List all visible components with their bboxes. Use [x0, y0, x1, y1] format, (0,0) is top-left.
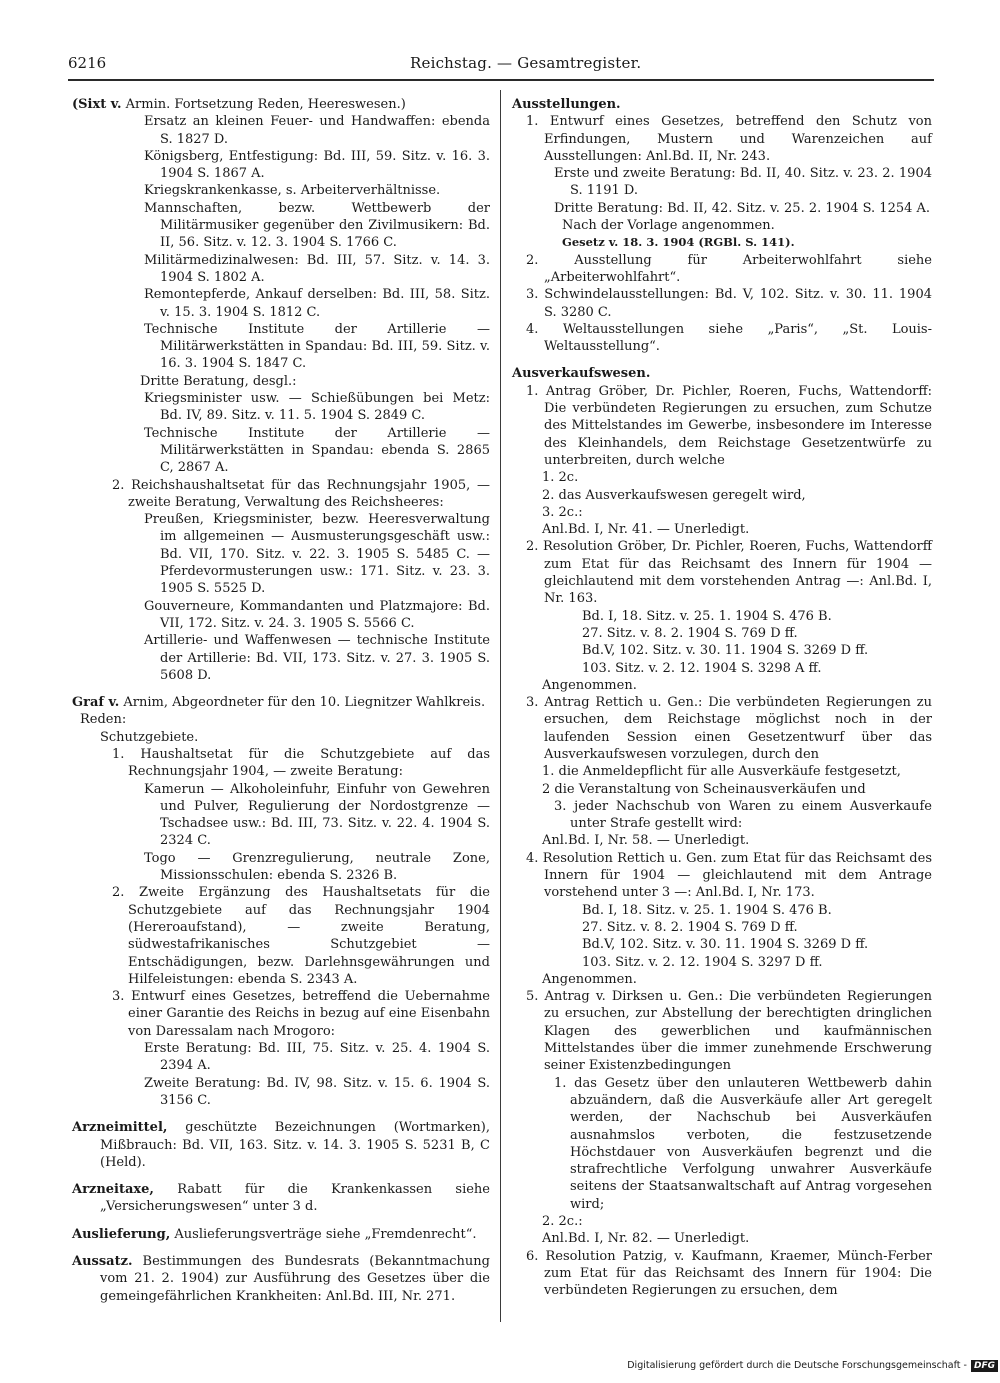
register-entry: 2. Reichshaushaltsetat für das Rechnungsjahr 1905, — zweite Beratung, Verwaltung des Reichsheeres: [112, 477, 490, 510]
register-entry: Ausverkaufswesen. [512, 366, 651, 382]
left-column [70, 96, 490, 1305]
register-entry: 2. 2c.: [542, 1214, 583, 1229]
entry-gap [70, 1109, 490, 1119]
register-entry: Anl.Bd. I, Nr. 41. — Unerledigt. [542, 522, 750, 538]
entry-headword: Graf v. [72, 695, 120, 711]
register-entry: Anl.Bd. I, Nr. 58. — Unerledigt. [542, 833, 750, 849]
register-entry: Technische Institute der Artillerie — Militärwerkstätten in Spandau: Bd. III, 59. Sitz. v. 16. 3. 1904 S. 1847 C. [144, 321, 490, 372]
register-entry: Auslieferung, Auslieferungsverträge siehe „Fremdenrecht“. [72, 1226, 477, 1242]
register-entry: Artillerie- und Waffenwesen — technische Institute der Artillerie: Bd. VII, 173. Sitz. v. 27. 3. 1905 S. 5608 D. [144, 633, 490, 683]
entry-headword: Arzneimittel, [72, 1120, 168, 1136]
register-entry: 3. jeder Nachschub von Waren zu einem Ausverkaufe unter Strafe gestellt wird: [554, 798, 932, 832]
register-entry: Mannschaften, bezw. Wettbewerb der Militärmusiker gegenüber den Zivilmusikern: Bd. II, 56. Sitz. v. 12. 3. 1904 S. 1766 C. [144, 200, 490, 251]
footer-text: Digitalisierung gefördert durch die Deutsche Forschungsgemeinschaft - [627, 1360, 967, 1371]
register-entry: 1. 2c. [542, 470, 579, 486]
register-entry: 3. Schwindelausstellungen: Bd. V, 102. Sitz. v. 30. 11. 1904 S. 3280 C. [526, 287, 932, 320]
entry-headword: Auslieferung, [72, 1226, 171, 1242]
page-title: Reichstag. — Gesamtregister. [410, 54, 642, 72]
register-entry: 2. Ausstellung für Arbeiterwohlfahrt siehe „Arbeiterwohlfahrt“. [526, 252, 932, 285]
register-entry: Gesetz v. 18. 3. 1904 (RGBl. S. 141). [562, 235, 795, 250]
register-entry: (Sixt v. Armin. Fortsetzung Reden, Heereswesen.) [72, 97, 406, 112]
register-entry: 27. Sitz. v. 8. 2. 1904 S. 769 D ff. [582, 919, 798, 935]
register-entry: 3. 2c.: [542, 504, 583, 520]
register-entry: Ersatz an kleinen Feuer- und Handwaffen: ebenda S. 1827 D. [144, 114, 490, 147]
entry-gap [70, 1216, 490, 1226]
register-entry: Kriegsminister usw. — Schießübungen bei Metz: Bd. IV, 89. Sitz. v. 11. 5. 1904 S. 2849 C. [144, 391, 490, 424]
register-entry: 1. Entwurf eines Gesetzes, betreffend den Schutz von Erfindungen, Mustern und Warenzeichen auf Ausstellungen: Anl.Bd. II, Nr. 243. [526, 114, 932, 164]
register-entry: Königsberg, Entfestigung: Bd. III, 59. Sitz. v. 16. 3. 1904 S. 1867 A. [144, 148, 490, 182]
register-entry: 103. Sitz. v. 2. 12. 1904 S. 3297 D ff. [582, 954, 823, 970]
register-entry: Anl.Bd. I, Nr. 82. — Unerledigt. [542, 1231, 750, 1247]
register-entry: Reden: [80, 712, 127, 728]
register-entry: Technische Institute der Artillerie — Militärwerkstätten in Spandau: ebenda S. 2865 C, 2867 A. [144, 425, 490, 476]
register-entry: 1. die Anmeldepflicht für alle Ausverkäufe festgesetzt, [542, 764, 901, 780]
register-entry: Angenommen. [542, 971, 637, 987]
register-entry: Graf v. Arnim, Abgeordneter für den 10. Liegnitzer Wahlkreis. [72, 695, 486, 711]
register-entry: Erste Beratung: Bd. III, 75. Sitz. v. 25. 4. 1904 S. 2394 A. [144, 1041, 490, 1074]
register-entry: Togo — Grenzregulierung, neutrale Zone, Missionsschulen: ebenda S. 2326 B. [144, 850, 490, 884]
entry-headword: Aussatz. [72, 1254, 133, 1269]
register-entry: 6. Resolution Patzig, v. Kaufmann, Kraemer, Münch-Ferber zum Etat für das Reichsamt des Innern für 1904: Die verbündeten Regierungen zu ersuchen, dem [526, 1248, 932, 1299]
register-entry: 3. Entwurf eines Gesetzes, betreffend die Uebernahme einer Garantie des Reichs in bezug auf eine Eisenbahn von Daressalam nach Mrogoro: [112, 989, 490, 1039]
register-entry: 4. Weltausstellungen siehe „Paris“, „St. Louis-Weltausstellung“. [526, 321, 932, 355]
entry-headword: Arzneitaxe, [72, 1182, 154, 1198]
register-entry: 2. Zweite Ergänzung des Haushaltsetats für die Schutzgebiete auf das Rechnungsjahr 1904 (Hereroaufstand), — zweite Beratung, südwestafrikanisches Schutzgebiet — Entschädigungen, bezw. Darlehnsgewährungen und Hilfeleistungen: ebenda S. 2343 A. [112, 885, 490, 987]
register-entry: 5. Antrag v. Dirksen u. Gen.: Die verbündeten Regierungen zu ersuchen, zur Abstellung der berechtigten dringlichen Klagen des gewerblichen und kaufmännischen Mittelstandes über die immer zunehmende Erschwerung seiner Existenzbedingungen [526, 989, 932, 1074]
register-entry: Zweite Beratung: Bd. IV, 98. Sitz. v. 15. 6. 1904 S. 3156 C. [144, 1075, 490, 1108]
right-column [512, 96, 932, 1299]
register-entry: 3. Antrag Rettich u. Gen.: Die verbündeten Regierungen zu ersuchen, dem Reichstage möglichst noch in der laufenden Session einen Gesetzentwurf über das Ausverkaufswesen vorzulegen, durch den [526, 695, 932, 762]
register-entry: Schutzgebiete. [100, 729, 199, 745]
register-entry: 2. Resolution Gröber, Dr. Pichler, Roeren, Fuchs, Wattendorff zum Etat für das Reichsamt des Innern für 1904 — gleichlautend mit dem vorstehenden Antrag —: Anl.Bd. I, Nr. 163. [526, 539, 932, 607]
register-entry: Arzneitaxe, Rabatt für die Krankenkassen siehe „Versicherungswesen“ unter 3 d. [72, 1182, 490, 1215]
entry-gap [512, 355, 932, 365]
register-entry: Bd.V, 102. Sitz. v. 30. 11. 1904 S. 3269 D ff. [582, 937, 869, 953]
register-entry: 2 die Veranstaltung von Scheinausverkäufen und [542, 781, 866, 797]
register-entry: 27. Sitz. v. 8. 2. 1904 S. 769 D ff. [582, 625, 798, 641]
dfg-logo-icon: DFG [971, 1360, 998, 1372]
register-entry: Bd.V, 102. Sitz. v. 30. 11. 1904 S. 3269 D ff. [582, 643, 869, 659]
entry-gap [70, 684, 490, 694]
page-number: 6216 [68, 54, 107, 72]
register-entry: Kamerun — Alkoholeinfuhr, Einfuhr von Gewehren und Pulver, Regulierung der Nordostgrenze — Tschadsee usw.: Bd. III, 73. Sitz. v. 22. 4. 1904 S. 2324 C. [144, 781, 490, 849]
register-entry: 4. Resolution Rettich u. Gen. zum Etat für das Reichsamt des Innern für 1904 — gleichlautend mit dem Antrage vorstehend unter 3 —: Anl.Bd. I, Nr. 173. [526, 850, 932, 901]
register-entry: 2. das Ausverkaufswesen geregelt wird, [542, 487, 806, 503]
register-entry: Kriegskrankenkasse, s. Arbeiterverhältnisse. [144, 183, 441, 199]
register-entry: Bd. I, 18. Sitz. v. 25. 1. 1904 S. 476 B. [582, 608, 832, 624]
register-entry: Gouverneure, Kommandanten und Platzmajore: Bd. VII, 172. Sitz. v. 24. 3. 1905 S. 5566 C. [144, 598, 490, 631]
footer-credit [600, 1359, 998, 1373]
register-entry: Nach der Vorlage angenommen. [562, 218, 775, 234]
register-entry: 103. Sitz. v. 2. 12. 1904 S. 3298 A ff. [582, 660, 822, 676]
entry-gap [70, 1171, 490, 1181]
header-rule [68, 79, 934, 81]
register-entry: 1. das Gesetz über den unlauteren Wettbewerb dahin abzuändern, daß die Ausverkäufe aller Art geregelt werden, der Nachschub bei Ausverkäufen ausnahmslos verboten, die festzusetzende Höchstdauer von Ausverkäufen begrenzt und die strafrechtliche Verfolgung unwahrer Ausverkäufe seitens der Staatsanwaltschaft auf Antrag vorgesehen wird; [554, 1075, 932, 1212]
register-entry: Preußen, Kriegsminister, bezw. Heeresverwaltung im allgemeinen — Ausmusterungsgeschäft usw.: Bd. VII, 170. Sitz. v. 22. 3. 1905 S. 5485 C. — Pferdevormusterungen usw.: 171. Sitz. v. 23. 3. 1905 S. 5525 D. [144, 512, 490, 597]
entry-gap [70, 1243, 490, 1253]
register-entry: Dritte Beratung: Bd. II, 42. Sitz. v. 25. 2. 1904 S. 1254 A. [554, 200, 931, 216]
register-entry: Erste und zweite Beratung: Bd. II, 40. Sitz. v. 23. 2. 1904 S. 1191 D. [554, 166, 932, 199]
register-entry: Remontepferde, Ankauf derselben: Bd. III, 58. Sitz. v. 15. 3. 1904 S. 1812 C. [144, 287, 490, 320]
register-entry: Bd. I, 18. Sitz. v. 25. 1. 1904 S. 476 B. [582, 902, 832, 918]
register-entry: Ausstellungen. [512, 97, 621, 112]
column-divider [500, 90, 501, 1322]
register-entry: Arzneimittel, geschützte Bezeichnungen (Wortmarken), Mißbrauch: Bd. VII, 163. Sitz. v. 14. 3. 1905 S. 5231 B, C (Held). [72, 1120, 490, 1170]
register-entry: 1. Haushaltsetat für die Schutzgebiete auf das Rechnungsjahr 1904, — zweite Beratung: [112, 746, 490, 780]
register-entry: Dritte Beratung, desgl.: [140, 373, 297, 389]
register-entry: Angenommen. [542, 677, 637, 693]
entry-headword: (Sixt v. [72, 97, 122, 112]
register-entry: Aussatz. Bestimmungen des Bundesrats (Bekanntmachung vom 21. 2. 1904) zur Ausführung des Gesetzes über die gemeingefährlichen Krankheiten: Anl.Bd. III, Nr. 271. [72, 1254, 490, 1304]
register-entry: 1. Antrag Gröber, Dr. Pichler, Roeren, Fuchs, Wattendorff: Die verbündeten Regierungen zu ersuchen, zum Schutze des Mittelstandes im Gewerbe, insbesondere im Interesse des Kleinhandels, dem Reichstage Gesetzentwürfe zu unterbreiten, durch welche [526, 383, 932, 468]
register-entry: Militärmedizinalwesen: Bd. III, 57. Sitz. v. 14. 3. 1904 S. 1802 A. [144, 252, 490, 285]
